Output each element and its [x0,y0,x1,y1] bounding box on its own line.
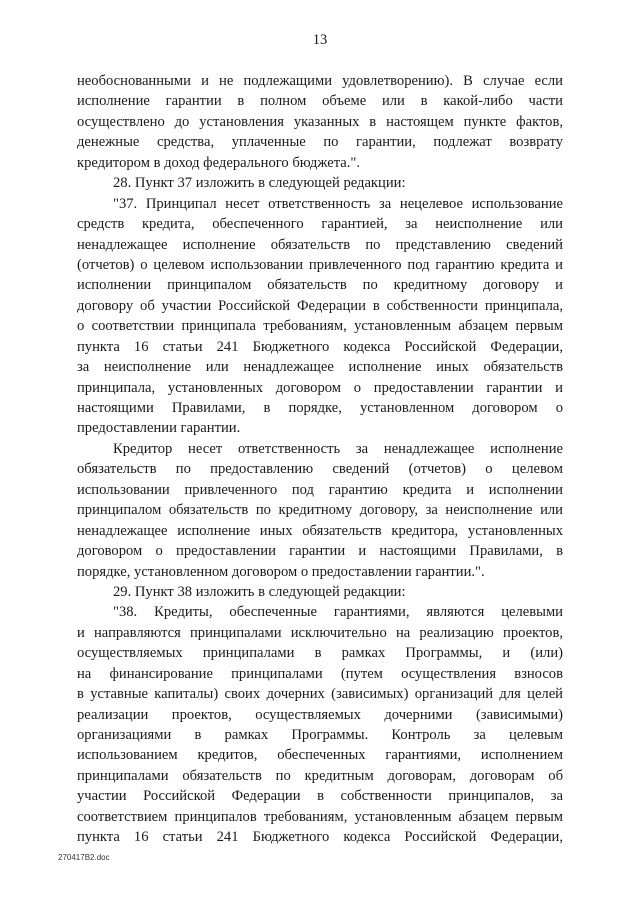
text-line: кредитором в доход федерального бюджета.". [77,154,361,171]
text-line: пункта 16 статьи 241 Бюджетного кодекса Российской Федерации, [77,829,563,846]
text-line: настоящими Правилами, в порядке, установленном договором о [77,400,563,416]
text-line: "37. Принципал несет ответственность за нецелевое использование [113,195,563,212]
text-line: на финансирование принципалами (путем осуществления взносов [77,665,563,682]
text-line: использованием кредитов, обеспеченных гарантиями, исполнением [77,747,563,764]
text-line: исполнение гарантии в полном объеме или в какой-либо части [77,93,563,110]
text-line: о соответствии принципала требованиям, установленным абзацем первым [77,318,563,335]
page-number: 13 [312,32,328,48]
text-line: принципала, установленных договором о предоставлении гарантии и [77,379,563,396]
file-name-footer: 270417B2.doc [58,853,110,862]
text-line: исполнении принципалом обязательств по кредитному договору и [77,277,563,294]
text-line: принципалом обязательств по кредитному договору, за неисполнение или [77,502,563,519]
text-line: и направляются принципалами исключительно на реализацию проектов, [77,624,563,641]
text-line: осуществляемых принципалами в рамках Программы, и (или) [77,645,563,662]
text-line: осуществлено до установления указанных в настоящем пункте фактов, [77,113,563,130]
text-line: реализации проектов, осуществляемых дочерними (зависимыми) [77,706,563,723]
text-line: денежные средства, уплаченные по гарантии, подлежат возврату [77,134,563,151]
text-line: организациями в рамках Программы. Контроль за целевым [77,727,563,743]
text-line: за неисполнение или ненадлежащее исполнение иных обязательств [77,359,563,376]
text-line: обязательств по предоставлению сведений (отчетов) о целевом [77,461,563,478]
text-line: 29. Пункт 38 изложить в следующей редакции: [113,583,406,600]
text-line: 28. Пункт 37 изложить в следующей редакции: [113,175,406,192]
text-line: соответствием принципалов требованиям, установленным абзацем первым [77,808,563,825]
text-line: необоснованными и не подлежащими удовлетворению). В случае если [77,73,563,89]
text-line: "38. Кредиты, обеспеченные гарантиями, являются целевыми [113,604,563,621]
text-line: пункта 16 статьи 241 Бюджетного кодекса Российской Федерации, [77,338,563,355]
text-line: средств кредита, обеспеченного гарантией, за неисполнение или [77,216,563,233]
text-line: ненадлежащее исполнение иных обязательств кредитора, установленных [77,522,563,539]
text-line: использовании привлеченного под гарантию кредита и исполнении [77,481,563,498]
text-line: договором о предоставлении гарантии и настоящими Правилами, в [77,543,563,560]
text-line: договору об участии Российской Федерации в собственности принципала, [77,297,563,314]
text-line: предоставлении гарантии. [77,420,241,437]
text-line: принципалами обязательств по кредитным договорам, договорам об [77,767,563,784]
text-line: порядке, установленном договором о предоставлении гарантии.". [77,563,485,580]
text-line: участии Российской Федерации в собственности принципалов, за [77,788,563,805]
text-line: в уставные капиталы) своих дочерних (зависимых) организаций для целей [77,686,563,703]
document-body [77,71,563,848]
text-line: ненадлежащее исполнение обязательств по представлению сведений [77,236,563,253]
text-line: Кредитор несет ответственность за ненадлежащее исполнение [113,440,563,457]
text-line: (отчетов) о целевом использовании привлеченного под гарантию кредита и [77,256,563,273]
